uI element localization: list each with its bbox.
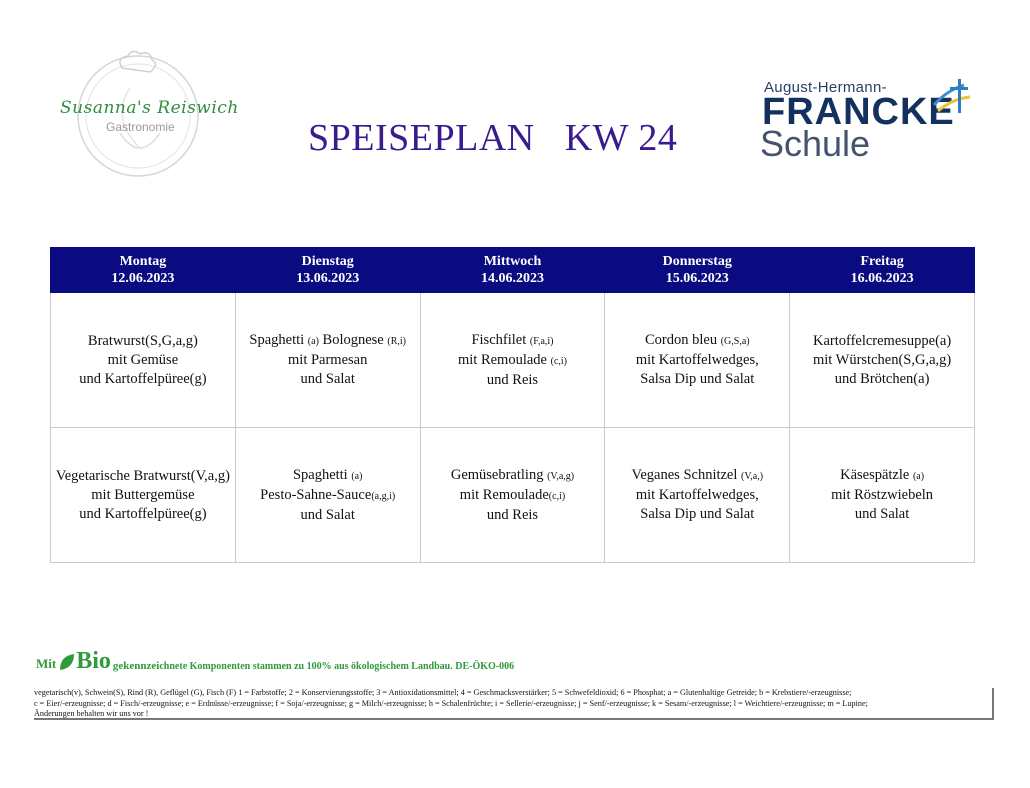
logo-left-subtext: Gastronomie [106,120,175,134]
menu-cell: Fischfilet (F,a,i) mit Remoulade (c,i) und Reis [420,293,605,428]
logo-right-line1: August-Hermann- [764,79,887,96]
page-title: SPEISEPLAN KW 24 [308,117,678,159]
legend-line-1: vegetarisch(v), Schwein(S), Rind (R), Geflügel (G), Fisch (F) 1 = Farbstoffe; 2 = Konservierungsstoffe; 3 = Antioxidationsmittel; 4 = Geschmacksverstärker; 5 = Schwefeldioxid; 6 = Phosphat; a = Glutenhaltige Getreide; b = Krebstiere/-erzeugnisse; [34,688,852,697]
logo-right-line2: FRANCKE [762,91,955,133]
menu-cell: Kartoffelcremesuppe(a) mit Würstchen(S,G,a,g) und Brötchen(a) [790,293,975,428]
allergen-legend [34,688,994,720]
menu-row-2 [51,428,975,563]
menu-cell: Gemüsebratling (V,a,g) mit Remoulade(c,i) und Reis [420,428,605,563]
legend-line-3: Änderungen behalten wir uns vor ! [34,709,149,718]
day-header-friday: Freitag 16.06.2023 [790,248,975,293]
logo-susannas-reiswich [60,48,239,183]
bio-notice [36,650,514,672]
header-row [51,248,975,293]
menu-row-1 [51,293,975,428]
logo-right-line3: Schule [760,123,871,164]
legend-line-2: c = Eier/-erzeugnisse; d = Fisch/-erzeugnisse; e = Erdnüsse/-erzeugnisse; f = Soja/-erzeugnisse; g = Milch/-erzeugnisse; h = Schalenfrüchte; i = Sellerie/-erzeugnisse; j = Senf/-erzeugnisse; k = Sesam/-erzeugnisse; l = Weichtiere/-erzeugnisse; m = Lupine; [34,698,868,708]
menu-cell: Vegetarische Bratwurst(V,a,g) mit Buttergemüse und Kartoffelpüree(g) [51,428,236,563]
cross-flag-icon [928,75,978,125]
menu-cell: Spaghetti (a) Pesto-Sahne-Sauce(a,g,i) und Salat [235,428,420,563]
day-header-monday: Montag 12.06.2023 [51,248,236,293]
menu-cell: Spaghetti (a) Bolognese (R,i) mit Parmesan und Salat [235,293,420,428]
logo-left-text: Susanna's Reiswich [60,98,239,118]
menu-cell: Bratwurst(S,G,a,g) mit Gemüse und Kartoffelpüree(g) [51,293,236,428]
logo-francke-schule [760,75,980,165]
menu-cell: Veganes Schnitzel (V,a,) mit Kartoffelwedges, Salsa Dip und Salat [605,428,790,563]
leaf-icon [58,652,76,672]
bio-mit: Mit [36,656,57,671]
day-header-thursday: Donnerstag 15.06.2023 [605,248,790,293]
day-header-wednesday: Mittwoch 14.06.2023 [420,248,605,293]
menu-table [50,247,975,563]
day-header-tuesday: Dienstag 13.06.2023 [235,248,420,293]
bio-notice-text: gekennzeichnete Komponenten stammen zu 100% aus ökologischem Landbau. DE-ÖKO-006 [112,660,515,672]
menu-cell: Cordon bleu (G,S,a) mit Kartoffelwedges, Salsa Dip und Salat [605,293,790,428]
menu-cell: Käsespätzle (a) mit Röstzwiebeln und Salat [790,428,975,563]
bio-logo-text: Bio [76,648,111,674]
